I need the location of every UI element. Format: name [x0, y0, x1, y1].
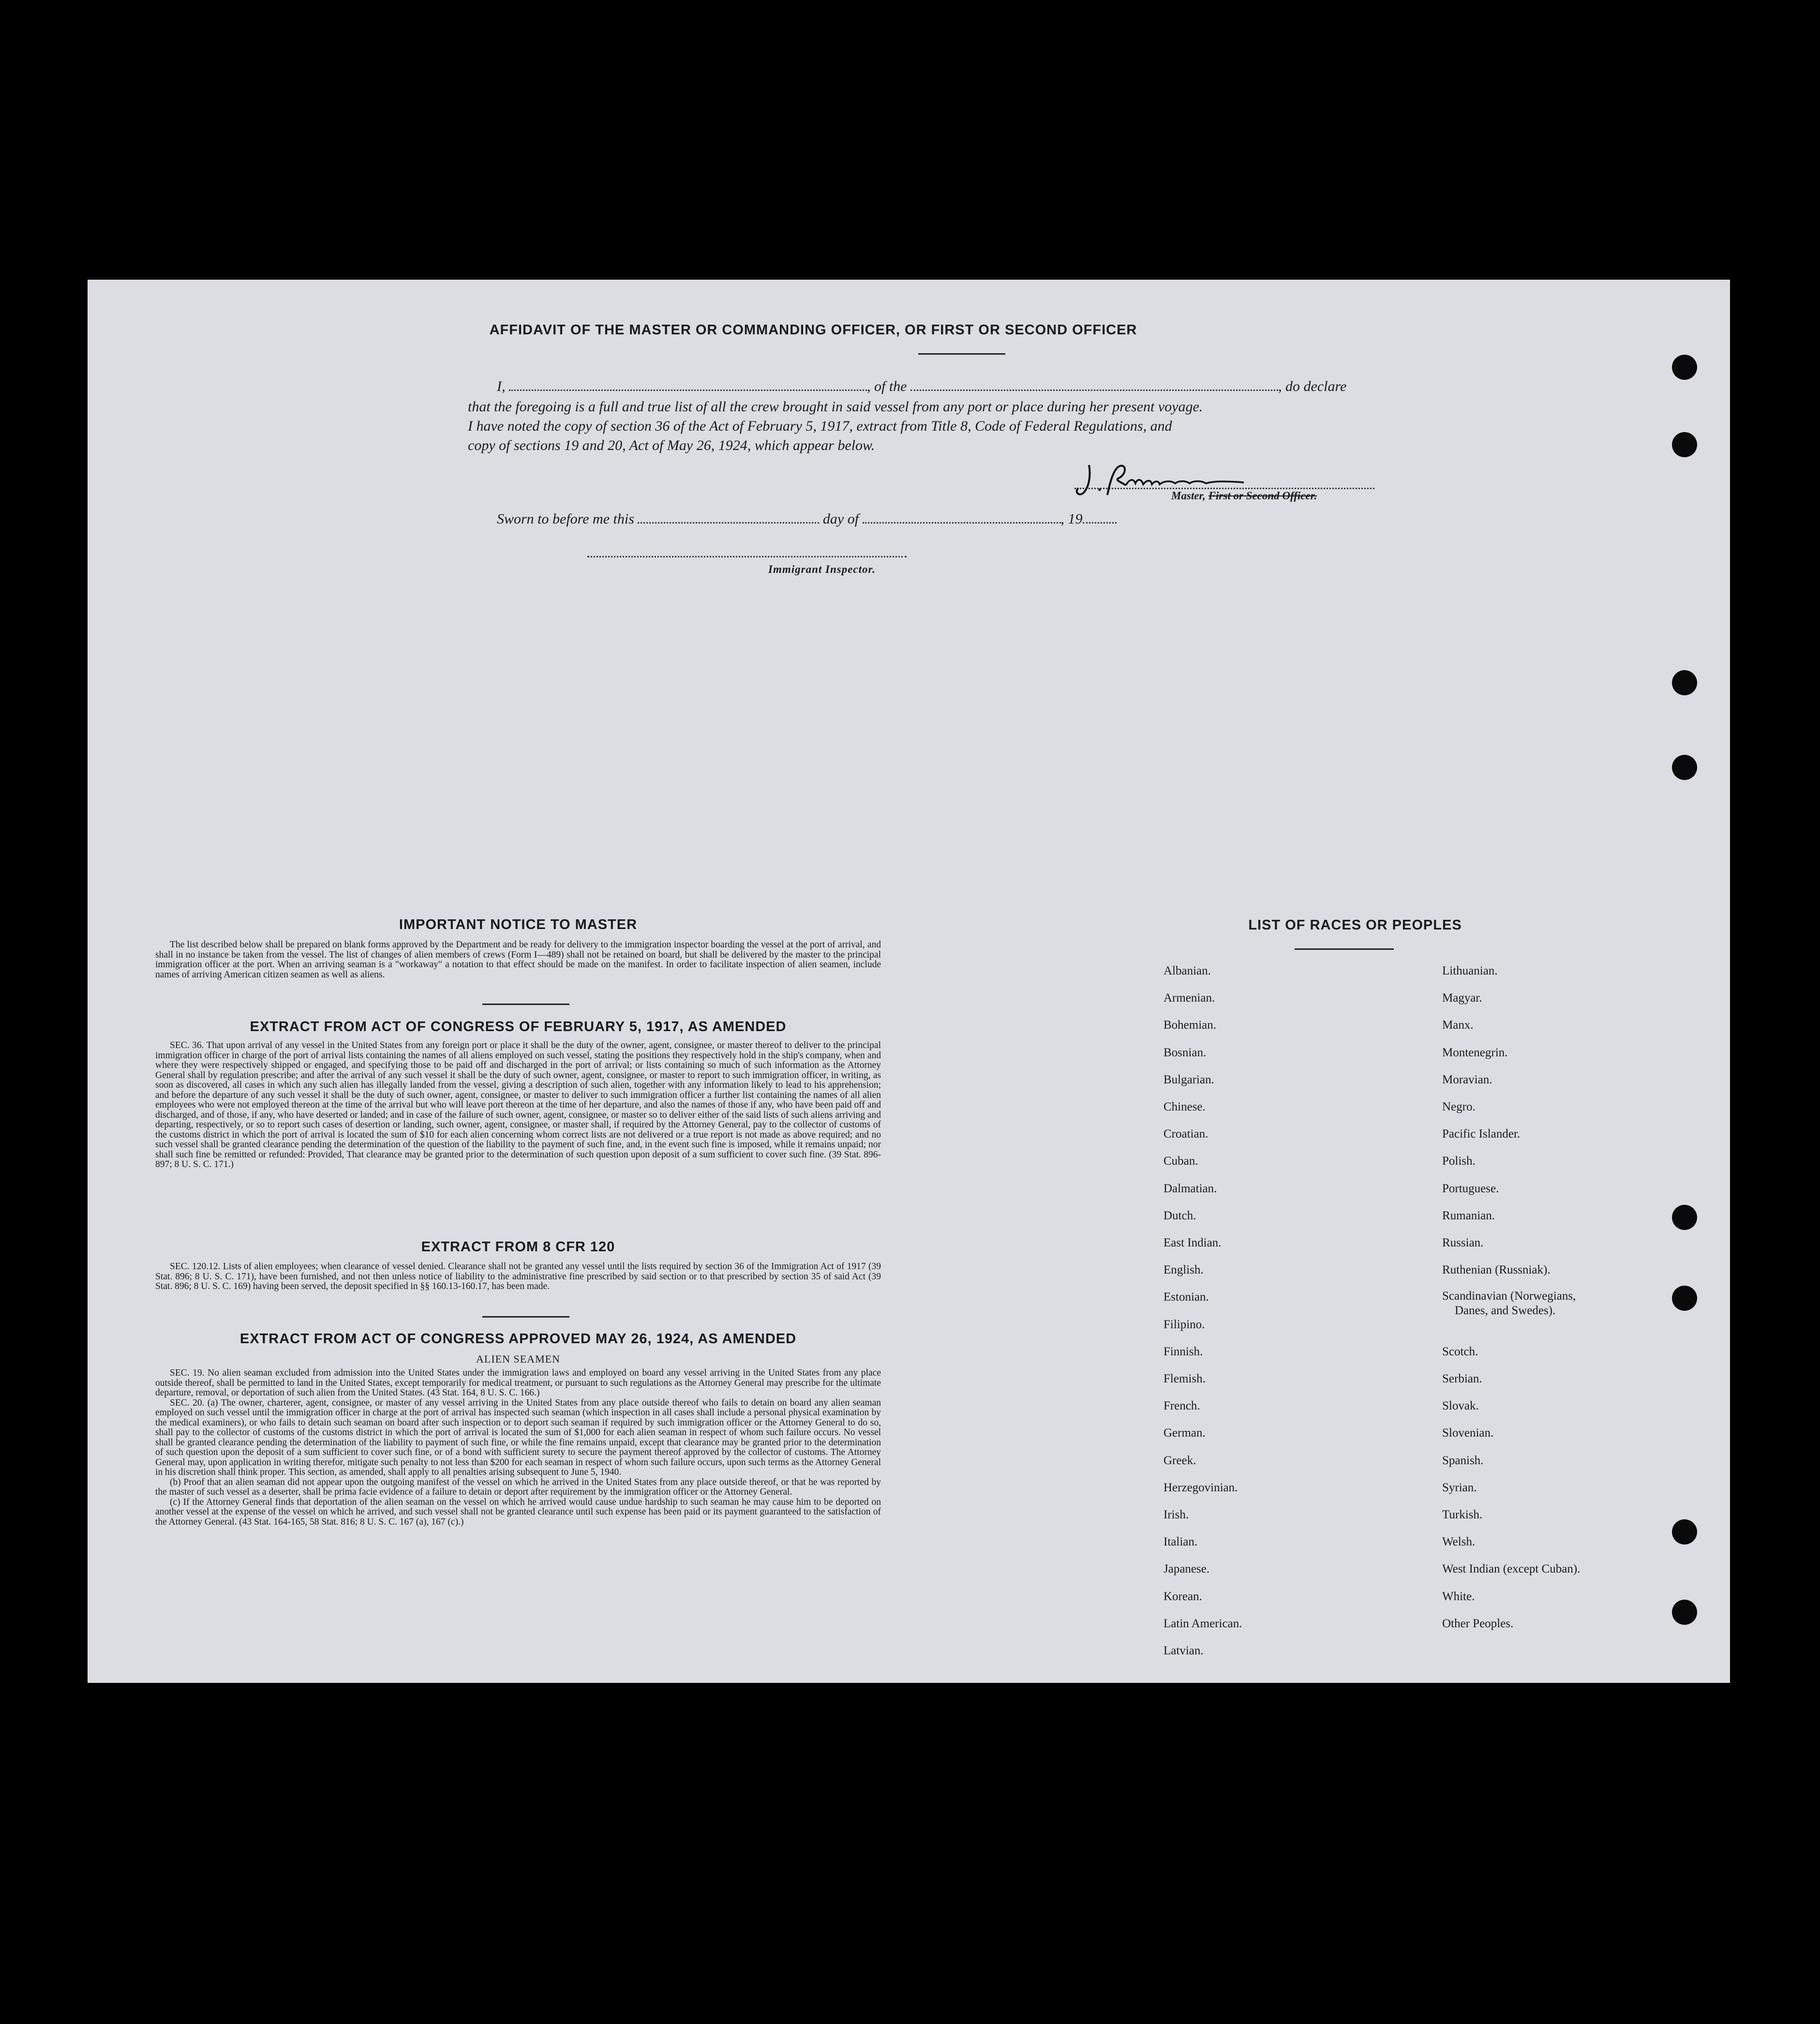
- divider: [918, 353, 1005, 355]
- inspector-signature-line[interactable]: [587, 556, 907, 557]
- race-item: German.: [1164, 1426, 1206, 1440]
- race-item: Manx.: [1442, 1019, 1474, 1032]
- punch-hole: [1672, 1205, 1697, 1230]
- race-item: Albanian.: [1164, 964, 1211, 977]
- punch-hole: [1672, 755, 1697, 780]
- extract-1924-body: [155, 1368, 881, 1527]
- notice-title: IMPORTANT NOTICE TO MASTER: [399, 917, 638, 932]
- race-item: Slovenian.: [1442, 1426, 1494, 1440]
- race-item: Dutch.: [1164, 1209, 1196, 1222]
- race-item: Portuguese.: [1442, 1182, 1499, 1195]
- race-item: Montenegrin.: [1442, 1046, 1508, 1059]
- document-sheet: [88, 280, 1730, 1683]
- race-item: Pacific Islander.: [1442, 1127, 1521, 1141]
- signer-title: Master, First or Second Officer.: [1171, 490, 1317, 502]
- race-item: West Indian (except Cuban).: [1442, 1562, 1581, 1576]
- extract-1924-title: EXTRACT FROM ACT OF CONGRESS APPROVED MAY 26, 1924, AS AMENDED: [239, 1331, 797, 1347]
- affidavit-title: AFFIDAVIT OF THE MASTER OR COMMANDING OFFICER, OR FIRST OR SECOND OFFICER: [489, 322, 1137, 338]
- section-20a: SEC. 20. (a) The owner, charterer, agent, consignee, or master of any vessel arriving in the United States from any place outside thereof who fails to detain on board any alien seaman employed on such vessel until the immigration officer in charge at the port of arrival has inspected such seaman (which inspection in all cases shall include a personal physical examination by the medical examiners), or who fails to detain such seaman on board after such inspection or to deport such seaman if required by such immigration officer or the Attorney General to do so, shall pay to the collector of customs of the customs district in which the port of arrival is located the sum of $1,000 for each alien seaman in respect of whom such failure occurs. No vessel shall be granted clearance pending the determination of the liability to payment of such fine, or while the fine remains unpaid, except that clearance may be granted prior to the determination of such question upon the deposit of a sum sufficient to cover such fine, or of a bond with sufficient surety to secure the payment thereof approved by the collector of customs. The Attorney General may, upon application in writing therefor, mitigate such penalty to not less than $200 for each seaman in respect of whom such failure occurs, upon such terms as the Attorney General in his discretion shall think proper. This section, as amended, shall apply to all penalties arising subsequent to June 5, 1940.: [155, 1397, 881, 1477]
- divider: [1295, 948, 1394, 950]
- race-item: Syrian.: [1442, 1481, 1477, 1494]
- race-item: Lithuanian.: [1442, 964, 1498, 977]
- affidavit-line-1: I, , of the , do declare: [497, 378, 1347, 394]
- race-item: East Indian.: [1164, 1236, 1222, 1249]
- punch-hole: [1672, 432, 1697, 457]
- race-item: English.: [1164, 1263, 1204, 1277]
- race-item: Russian.: [1442, 1236, 1484, 1249]
- vessel-name-blank[interactable]: [910, 379, 1278, 391]
- extract-cfr-text: SEC. 120.12. Lists of alien employees; when clearance of vessel denied. Clearance shall not be granted any vessel until the lists required by section 36 of the Immigration Act of 1917 (39 Stat. 896; 8 U. S. C. 171), have been furnished, and not then unless notice of liability to the administrative fine prescribed by said section or to that prescribed by section 35 of said Act (39 Stat. 896; 8 U. S. C. 169) having been served, the deposit specified in §§ 160.13-160.17, has been made.: [155, 1261, 881, 1291]
- punch-hole: [1672, 1286, 1697, 1311]
- race-item: Moravian.: [1442, 1073, 1492, 1086]
- extract-1917-title: EXTRACT FROM ACT OF CONGRESS OF FEBRUARY 5, 1917, AS AMENDED: [250, 1019, 787, 1034]
- race-item: Slovak.: [1442, 1399, 1479, 1413]
- race-item: Polish.: [1442, 1154, 1476, 1168]
- race-item: Welsh.: [1442, 1535, 1476, 1549]
- race-item: Dalmatian.: [1164, 1182, 1217, 1195]
- race-item: Spanish.: [1442, 1454, 1484, 1467]
- race-item: Magyar.: [1442, 991, 1482, 1005]
- race-item: Turkish.: [1442, 1508, 1483, 1521]
- race-item: Estonian.: [1164, 1290, 1209, 1304]
- extract-cfr-title: EXTRACT FROM 8 CFR 120: [421, 1239, 615, 1255]
- race-item: Latin American.: [1164, 1617, 1242, 1630]
- sworn-day-blank[interactable]: [638, 511, 819, 524]
- notice-text: The list described below shall be prepared on blank forms approved by the Department and be ready for delivery to the immigration inspector boarding the vessel at the port of arrival, and shall in no instance be taken from the vessel. The list of changes of alien members of crews (Form I—489) shall not be retained on board, but shall be delivered by the master to the principal immigration officer at the port. When an arriving seaman is a "workaway" a notation to that effect should be made on the manifest. In order to facilitate inspection of alien seamen, include names of arriving American citizen seamen as well as aliens.: [155, 940, 881, 980]
- race-item: Finnish.: [1164, 1345, 1203, 1358]
- section-19: SEC. 19. No alien seaman excluded from admission into the United States under the immigration laws and employed on board any vessel arriving in the United States from any place outside thereof, shall be permitted to land in the United States, except temporarily for medical treatment, or pursuant to such regulations as the Attorney General may prescribe for the ultimate departure, removal, or deportation of such alien from the United States. (43 Stat. 164, 8 U. S. C. 166.): [155, 1368, 881, 1398]
- race-item: Scandinavian (Norwegians,: [1442, 1289, 1576, 1303]
- sworn-month-blank[interactable]: [863, 511, 1061, 524]
- race-item: Danes, and Swedes).: [1455, 1304, 1556, 1318]
- race-item: Armenian.: [1164, 991, 1215, 1005]
- affidavit-line-4: copy of sections 19 and 20, Act of May 26, 1924, which appear below.: [468, 437, 875, 453]
- affidavit-line-3: I have noted the copy of section 36 of the Act of February 5, 1917, extract from Title 8, Code of Federal Regulations, and: [468, 418, 1172, 434]
- race-item: Bulgarian.: [1164, 1073, 1214, 1086]
- divider: [482, 1004, 569, 1005]
- race-item: Ruthenian (Russniak).: [1442, 1263, 1551, 1277]
- race-item: Italian.: [1164, 1535, 1198, 1549]
- race-item: French.: [1164, 1399, 1200, 1413]
- race-item: White.: [1442, 1589, 1475, 1603]
- section-20b: (b) Proof that an alien seaman did not appear upon the outgoing manifest of the vessel on which he arrived in the United States from any place outside thereof, or that he was reported by the master of such vessel as a deserter, shall be prima facie evidence of a failure to detain or deport after requirement by the immigration officer or the Attorney General.: [155, 1477, 881, 1497]
- race-item: Other Peoples.: [1442, 1617, 1514, 1630]
- extract-1917-text: SEC. 36. That upon arrival of any vessel in the United States from any foreign port or place it shall be the duty of the owner, agent, consignee, or master thereof to deliver to the principal immigration officer in charge of the port of arrival lists containing the names of all aliens employed on such vessel, stating the positions they respectively hold in the ship's company, when and where they were respectively shipped or engaged, and specifying those to be paid off and discharged in the port of arrival; or lists containing so much of such information as the Attorney General shall by regulation prescribe; and after the arrival of any such vessel it shall be the duty of such owner, agent, consignee, or master to report to such immigration officer, in writing, as soon as discovered, all cases in which any such alien has illegally landed from the vessel, giving a description of such alien, together with any information likely to lead to his apprehension; and before the departure of any such vessel it shall be the duty of such owner, agent, consignee, or master to deliver to such immigration officer a further list containing the names of all alien employees who were not employed thereon at the time of the arrival but who will leave port thereon at the time of her departure, and also the names of those if any, who have been paid off and discharged, and of those, if any, who have deserted or landed; and in case of the failure of such owner, agent, consignee, or master so to deliver either of the said lists of such aliens arriving and departing, respectively, or so to report such cases of desertion or landing, such owner, agent, consignee, or master shall, if required by the Attorney General, pay to the collector of customs of the customs district in which the port of arrival is located the sum of $10 for each alien concerning whom correct lists are not delivered or a true report is not made as above required; and no such vessel shall be granted clearance pending the determination of the question of the liability to the payment of such fine, and, in the event such fine is imposed, while it remains unpaid; nor shall such fine be remitted or refunded: Provided, That clearance may be granted prior to the determination of such question upon deposit of a sum sufficient to cover such fine. (39 Stat. 896-897; 8 U. S. C. 171.): [155, 1040, 881, 1169]
- punch-hole: [1672, 1600, 1697, 1625]
- race-item: Serbian.: [1442, 1372, 1482, 1385]
- sworn-year-blank[interactable]: [1083, 511, 1117, 524]
- race-item: Flemish.: [1164, 1372, 1206, 1385]
- race-item: Cuban.: [1164, 1154, 1198, 1168]
- race-item: Scotch.: [1442, 1345, 1478, 1358]
- race-item: Negro.: [1442, 1100, 1476, 1113]
- master-name-blank[interactable]: [509, 379, 867, 391]
- race-item: Rumanian.: [1442, 1209, 1495, 1222]
- divider: [482, 1316, 569, 1318]
- sworn-line: Sworn to before me this day of , 19: [497, 509, 1117, 529]
- race-item: Japanese.: [1164, 1562, 1210, 1576]
- race-item: Greek.: [1164, 1454, 1196, 1467]
- extract-1924-subtitle: ALIEN SEAMEN: [476, 1353, 560, 1365]
- race-item: Croatian.: [1164, 1127, 1208, 1141]
- race-item: Bosnian.: [1164, 1046, 1207, 1059]
- section-20c: (c) If the Attorney General finds that deportation of the alien seaman on the vessel on which he arrived would cause undue hardship to such seaman he may cause him to be deported on another vessel at the expense of the vessel on which he arrived, and such vessel shall not be granted clearance until such expense has been paid or its payment guaranteed to the satisfaction of the Attorney General. (43 Stat. 164-165, 58 Stat. 816; 8 U. S. C. 167 (a), 167 (c).): [155, 1497, 881, 1527]
- races-title: LIST OF RACES OR PEOPLES: [1248, 917, 1462, 933]
- race-item: Chinese.: [1164, 1100, 1206, 1113]
- affidavit-line-2: that the foregoing is a full and true list of all the crew brought in said vessel from any port or place during her present voyage.: [468, 399, 1203, 415]
- race-item: Bohemian.: [1164, 1019, 1217, 1032]
- race-item: Irish.: [1164, 1508, 1189, 1521]
- race-item: Korean.: [1164, 1589, 1202, 1603]
- punch-hole: [1672, 670, 1697, 695]
- race-item: Latvian.: [1164, 1644, 1204, 1657]
- race-item: Herzegovinian.: [1164, 1481, 1238, 1494]
- inspector-label: Immigrant Inspector.: [768, 563, 876, 575]
- punch-hole: [1672, 355, 1697, 380]
- punch-hole: [1672, 1519, 1697, 1544]
- race-item: Filipino.: [1164, 1318, 1205, 1331]
